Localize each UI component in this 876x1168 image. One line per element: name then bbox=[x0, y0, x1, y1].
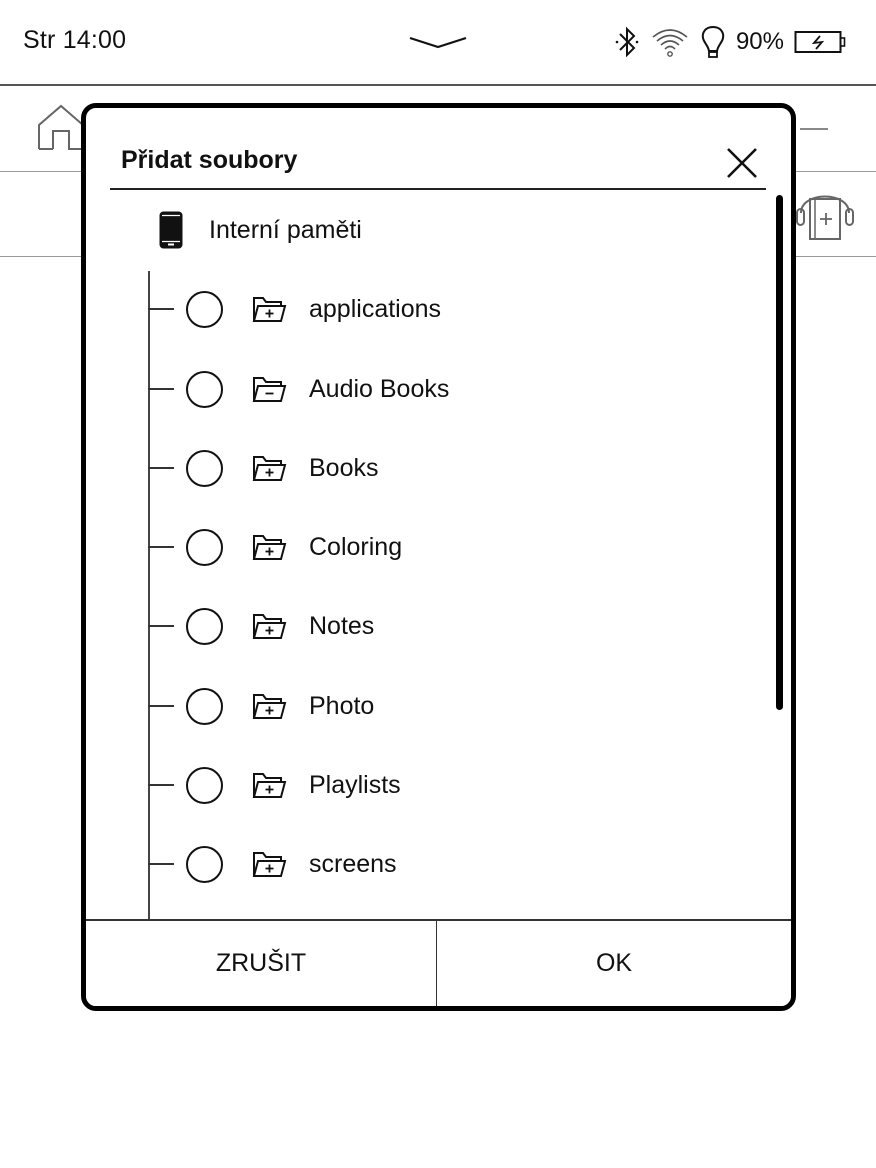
title-divider bbox=[110, 188, 766, 190]
select-radio[interactable] bbox=[186, 767, 223, 804]
folder-row-playlists[interactable] bbox=[148, 755, 748, 815]
folder-label: Notes bbox=[309, 611, 375, 640]
status-bar bbox=[0, 0, 876, 86]
tree-branch bbox=[148, 784, 174, 786]
tree-branch bbox=[148, 705, 174, 707]
status-time: Str 14:00 bbox=[23, 26, 127, 54]
dialog-title: Přidat soubory bbox=[121, 146, 298, 174]
tree-branch bbox=[148, 308, 174, 310]
folder-row-books[interactable] bbox=[148, 438, 748, 498]
status-icons bbox=[614, 22, 846, 62]
select-radio[interactable] bbox=[186, 371, 223, 408]
storage-label: Interní paměti bbox=[209, 215, 362, 244]
scrollbar-thumb[interactable] bbox=[776, 195, 783, 710]
tree-branch bbox=[148, 546, 174, 548]
folder-label: Coloring bbox=[309, 532, 403, 561]
minimize-dash-icon[interactable] bbox=[800, 128, 828, 130]
dialog-footer bbox=[86, 919, 791, 1006]
folder-label: applications bbox=[309, 294, 442, 323]
folder-row-audio-books[interactable] bbox=[148, 359, 748, 419]
folder-label: Audio Books bbox=[309, 374, 450, 403]
folder-plus-icon[interactable] bbox=[251, 611, 287, 641]
wifi-icon bbox=[650, 26, 690, 58]
storage-internal-memory[interactable] bbox=[156, 208, 362, 252]
select-radio[interactable] bbox=[186, 608, 223, 645]
folder-row-applications[interactable] bbox=[148, 279, 748, 339]
folder-plus-icon[interactable] bbox=[251, 532, 287, 562]
select-radio[interactable] bbox=[186, 529, 223, 566]
folder-plus-icon[interactable] bbox=[251, 691, 287, 721]
folder-row-screens[interactable] bbox=[148, 834, 748, 894]
tree-branch bbox=[148, 388, 174, 390]
folder-minus-icon[interactable] bbox=[251, 374, 287, 404]
close-icon[interactable] bbox=[725, 146, 759, 180]
chevron-down-icon[interactable] bbox=[408, 34, 468, 50]
folder-plus-icon[interactable] bbox=[251, 294, 287, 324]
folder-label: Books bbox=[309, 453, 379, 482]
frontlight-bulb-icon[interactable] bbox=[700, 24, 726, 60]
folder-plus-icon[interactable] bbox=[251, 770, 287, 800]
add-files-dialog bbox=[81, 103, 796, 1011]
folder-plus-icon[interactable] bbox=[251, 849, 287, 879]
battery-charging-icon bbox=[794, 30, 846, 54]
phone-icon bbox=[159, 211, 183, 249]
folder-label: screens bbox=[309, 849, 397, 878]
battery-percent: 90% bbox=[735, 28, 784, 55]
tree-branch bbox=[148, 863, 174, 865]
folder-row-notes[interactable] bbox=[148, 596, 748, 656]
cancel-button[interactable]: ZRUŠIT bbox=[86, 921, 437, 1006]
bluetooth-icon bbox=[614, 24, 640, 60]
ok-button[interactable]: OK bbox=[437, 921, 791, 1006]
folder-plus-icon[interactable] bbox=[251, 453, 287, 483]
audiobook-add-icon[interactable] bbox=[795, 183, 855, 241]
tree-branch bbox=[148, 467, 174, 469]
folder-row-coloring[interactable] bbox=[148, 517, 748, 577]
select-radio[interactable] bbox=[186, 846, 223, 883]
select-radio[interactable] bbox=[186, 291, 223, 328]
folder-row-photo[interactable] bbox=[148, 676, 748, 736]
folder-label: Photo bbox=[309, 691, 375, 720]
tree-branch bbox=[148, 625, 174, 627]
select-radio[interactable] bbox=[186, 688, 223, 725]
home-icon[interactable] bbox=[36, 103, 86, 153]
folder-label: Playlists bbox=[309, 770, 401, 799]
select-radio[interactable] bbox=[186, 450, 223, 487]
